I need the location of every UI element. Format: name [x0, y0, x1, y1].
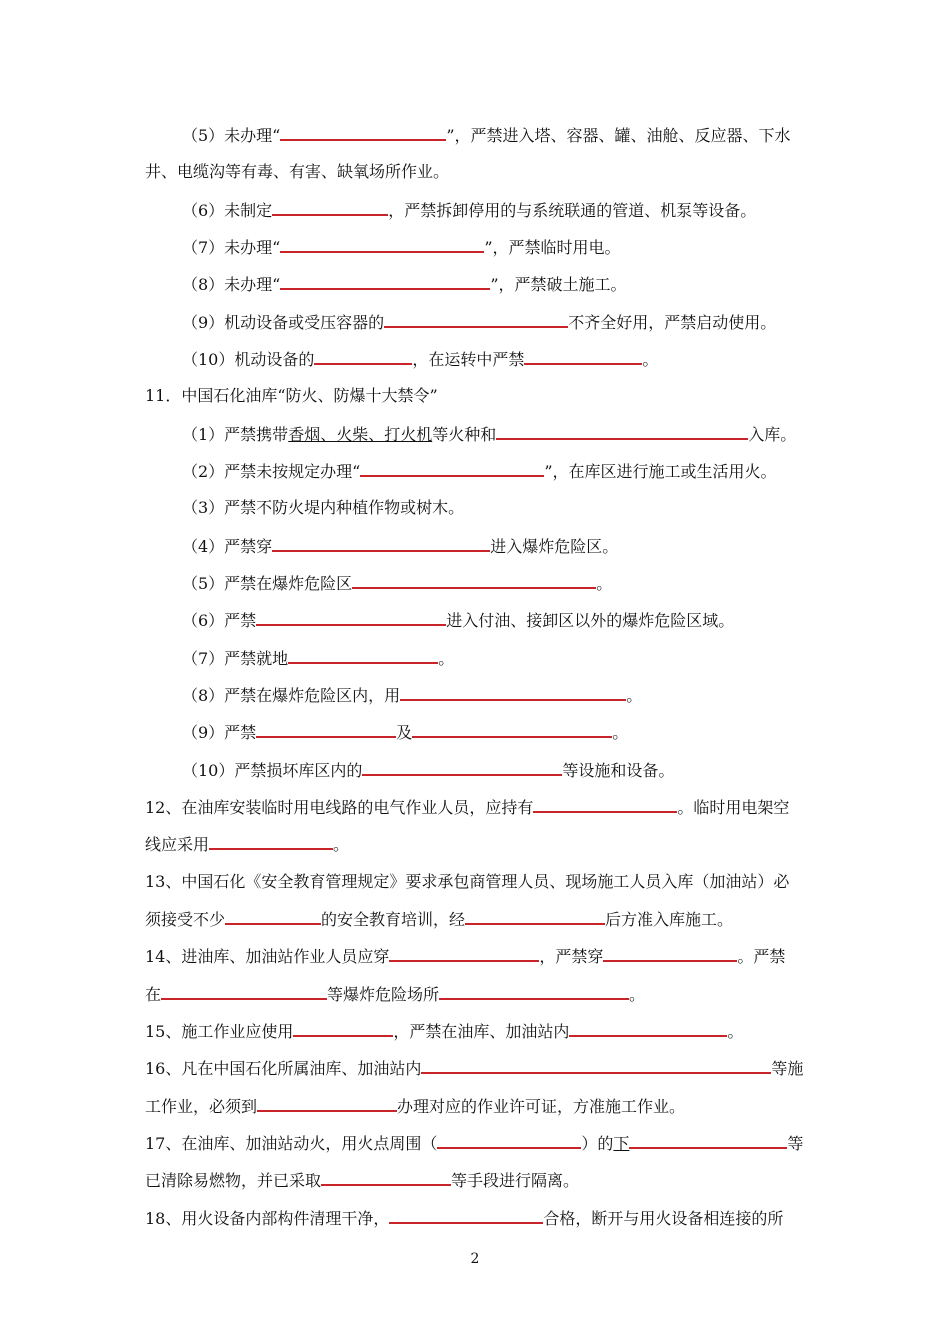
blank-field[interactable] [256, 722, 396, 738]
blank-field[interactable] [257, 1096, 397, 1112]
item-8: （8）未办理“ ”，严禁破土施工。 [182, 275, 627, 294]
rule-8: （8）严禁在爆炸危险区内，用 。 [182, 686, 643, 705]
rule-10: （10）严禁损坏库区内的 等设施和设备。 [182, 761, 675, 780]
item-5-cont: 井、电缆沟等有毒、有害、缺氧场所作业。 [145, 162, 450, 181]
blank-field[interactable] [272, 200, 388, 216]
item-5: （5）未办理“ ”，严禁进入塔、容器、罐、油舱、反应器、下水 [182, 126, 791, 145]
blank-field[interactable] [496, 424, 748, 440]
blank-field[interactable] [389, 946, 539, 962]
blank-field[interactable] [280, 274, 490, 290]
question-17-cont: 已清除易燃物，并已采取 等手段进行隔离。 [145, 1171, 580, 1190]
blank-field[interactable] [384, 312, 568, 328]
item-6: （6）未制定 ，严禁拆卸停用的与系统联通的管道、机泵等设备。 [182, 201, 757, 220]
blank-field[interactable] [280, 125, 446, 141]
question-16-cont: 工作业，必须到 办理对应的作业许可证，方准施工作业。 [145, 1097, 686, 1116]
rule-4: （4）严禁穿 进入爆炸危险区。 [182, 537, 619, 556]
blank-field[interactable] [524, 349, 642, 365]
blank-field[interactable] [465, 909, 605, 925]
blank-field[interactable] [280, 237, 484, 253]
blank-field[interactable] [362, 760, 562, 776]
question-18: 18、用火设备内部构件清理干净， 合格，断开与用火设备相连接的所 [145, 1209, 784, 1228]
question-16: 16、凡在中国石化所属油库、加油站内 等施 [145, 1059, 804, 1078]
blank-field[interactable] [225, 909, 321, 925]
item-9: （9）机动设备或受压容器的 不齐全好用，严禁启动使用。 [182, 313, 777, 332]
rule-2: （2）严禁未按规定办理“ ”，在库区进行施工或生活用火。 [182, 462, 777, 481]
blank-field[interactable] [421, 1058, 771, 1074]
blank-field[interactable] [352, 573, 596, 589]
blank-field[interactable] [629, 1133, 787, 1149]
blank-field[interactable] [533, 797, 677, 813]
blank-field[interactable] [321, 1170, 451, 1186]
question-15: 15、施工作业应使用 ，严禁在油库、加油站内 。 [145, 1022, 744, 1041]
blank-field[interactable] [256, 610, 446, 626]
blank-field[interactable] [400, 685, 626, 701]
rule-1: （1）严禁携带香烟、火柴、打火机等火种和 入库。 [182, 425, 797, 444]
question-17: 17、在油库、加油站动火，用火点周围（ ）的下 等 [145, 1134, 804, 1153]
rule-6: （6）严禁 进入付油、接卸区以外的爆炸危险区域。 [182, 611, 735, 630]
blank-field[interactable] [437, 1133, 581, 1149]
question-12: 12、在油库安装临时用电线路的电气作业人员，应持有 。临时用电架空 [145, 798, 790, 817]
rule-7: （7）严禁就地 。 [182, 649, 455, 668]
question-13-cont: 须接受不少 的安全教育培训，经 后方准入库施工。 [145, 910, 734, 929]
blank-field[interactable] [293, 1021, 393, 1037]
question-14-cont: 在 等爆炸危险场所 。 [145, 985, 646, 1004]
blank-field[interactable] [209, 834, 333, 850]
rule-5: （5）严禁在爆炸危险区 。 [182, 574, 613, 593]
blank-field[interactable] [412, 722, 612, 738]
question-13: 13、中国石化《安全教育管理规定》要求承包商管理人员、现场施工人员入库（加油站）必 [145, 872, 790, 891]
question-14: 14、进油库、加油站作业人员应穿 ，严禁穿 。严禁 [145, 947, 786, 966]
blank-field[interactable] [161, 984, 327, 1000]
blank-field[interactable] [569, 1021, 727, 1037]
blank-field[interactable] [389, 1208, 543, 1224]
blank-field[interactable] [288, 648, 438, 664]
item-10: （10）机动设备的 ，在运转中严禁 。 [182, 350, 659, 369]
rule-3: （3）严禁不防火堤内种植作物或树木。 [182, 498, 465, 517]
page-number: 2 [470, 1251, 480, 1267]
blank-field[interactable] [439, 984, 629, 1000]
blank-field[interactable] [314, 349, 412, 365]
question-12-cont: 线应采用 。 [145, 835, 350, 854]
question-11-heading: 11．中国石化油库“防火、防爆十大禁令” [145, 386, 438, 405]
blank-field[interactable] [272, 536, 490, 552]
blank-field[interactable] [603, 946, 737, 962]
rule-9: （9）严禁 及 。 [182, 723, 629, 742]
blank-field[interactable] [360, 461, 544, 477]
item-7: （7）未办理“ ”，严禁临时用电。 [182, 238, 621, 257]
